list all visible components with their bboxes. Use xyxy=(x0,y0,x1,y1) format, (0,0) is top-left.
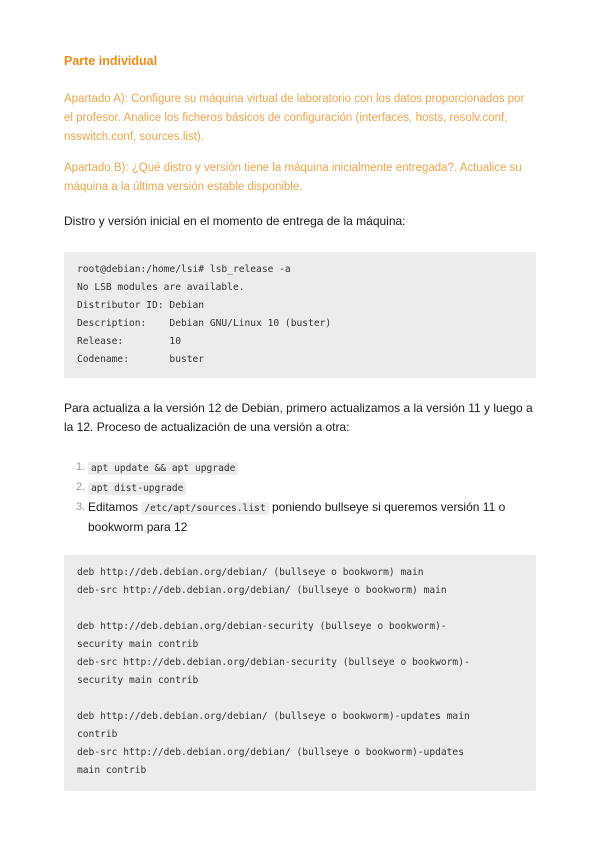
code-line: Codename: buster xyxy=(77,354,205,365)
section-title: Parte individual xyxy=(64,54,158,68)
code-line: Release: 10 xyxy=(77,336,181,347)
apartado-a-text: Apartado A): Configure su máquina virtual de laboratorio con los datos proporcionados por el profesor. Analice los ficheros básicos de configuración (interfaces, hosts, resolv.conf, nsswitch.conf, sources.list). xyxy=(64,93,525,143)
code-line: main contrib xyxy=(77,765,147,776)
code-line: security main contrib xyxy=(77,639,199,650)
code-line: deb-src http://deb.debian.org/debian-security (bullseye o bookworm)- xyxy=(77,657,470,668)
code-line: deb http://deb.debian.org/debian/ (bullseye o bookworm)-updates main xyxy=(77,711,470,722)
code-line: deb http://deb.debian.org/debian-security (bullseye o bookworm)- xyxy=(77,621,447,632)
code-line: security main contrib xyxy=(77,675,199,686)
distro-intro-text: Distro y versión inicial en el momento de entrega de la máquina: xyxy=(64,214,406,228)
code-line: deb http://deb.debian.org/debian/ (bullseye o bookworm) main xyxy=(77,567,424,578)
code-line: deb-src http://deb.debian.org/debian/ (bullseye o bookworm) main xyxy=(77,585,447,596)
step-text-before: Editamos xyxy=(88,500,142,514)
code-line: Distributor ID: Debian xyxy=(77,300,205,311)
update-intro-text: Para actualiza a la versión 12 de Debian, primero actualizamos a la versión 11 y luego a la 12. Proceso de actualización de una versión a otra: xyxy=(64,401,533,434)
list-item xyxy=(64,498,536,537)
code-line: deb-src http://deb.debian.org/debian/ (bullseye o bookworm)-updates xyxy=(77,747,464,758)
list-item xyxy=(64,458,536,478)
code-blank-line xyxy=(77,690,536,708)
code-line: Description: Debian GNU/Linux 10 (buster) xyxy=(77,318,332,329)
inline-code: apt update && apt upgrade xyxy=(88,462,238,475)
step-number: 3. xyxy=(76,501,86,513)
code-blank-line xyxy=(77,600,536,618)
step-text-after: poniendo bullseye si queremos versión 11 o bookworm para 12 xyxy=(88,500,506,534)
update-steps-list xyxy=(64,458,536,537)
code-line: root@debian:/home/lsi# lsb_release -a xyxy=(77,264,291,275)
step-number: 1. xyxy=(76,461,86,473)
inline-code: /etc/apt/sources.list xyxy=(141,502,268,515)
code-line: contrib xyxy=(77,729,118,740)
step-number: 2. xyxy=(76,481,86,493)
inline-code: apt dist-upgrade xyxy=(88,482,186,495)
code-line: No LSB modules are available. xyxy=(77,282,245,293)
sources-list-code-block xyxy=(64,555,536,791)
lsb-release-code-block xyxy=(64,252,536,378)
list-item xyxy=(64,478,536,498)
apartado-b-text: Apartado B): ¿Qué distro y versión tiene la máquina inicialmente entregada?. Actualice su máquina a la última versión estable disponible. xyxy=(64,162,522,193)
